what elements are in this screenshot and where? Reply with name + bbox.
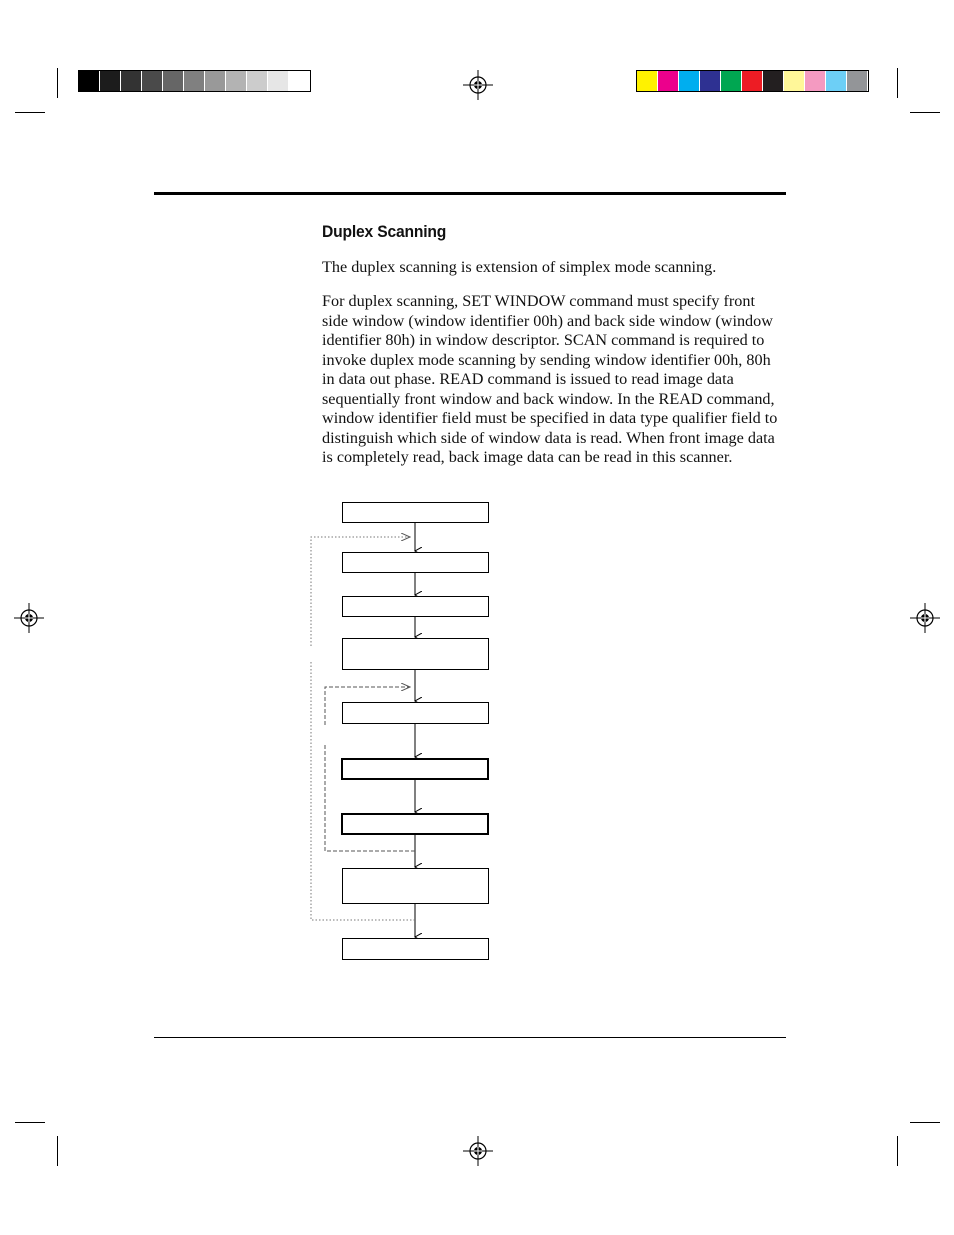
flow-box-2 xyxy=(342,552,489,573)
flow-box-9 xyxy=(342,938,489,960)
flow-box-5 xyxy=(342,702,489,724)
body-paragraph: For duplex scanning, SET WINDOW command must specify front side window (window identifier 00h) and back side window (window identifier 80h) in window descriptor. SCAN command is required to invoke duplex mode scanning by sending window identifier 00h, 80h in data out phase. READ command is issued to read image data sequentially front window and back window. In the READ command, window identifier field must be specified in data type qualifier field to distinguish which side of window data is read. When front image data is completely read, back image data can be read in this scanner. xyxy=(322,292,778,466)
flow-box-7 xyxy=(341,813,489,835)
section-heading: Duplex Scanning xyxy=(322,222,447,241)
flow-box-8 xyxy=(342,868,489,904)
flow-box-6 xyxy=(341,758,489,780)
flow-box-4 xyxy=(342,638,489,670)
flow-box-3 xyxy=(342,596,489,617)
intro-paragraph: The duplex scanning is extension of simplex mode scanning. xyxy=(322,258,717,276)
flow-box-1 xyxy=(342,502,489,523)
